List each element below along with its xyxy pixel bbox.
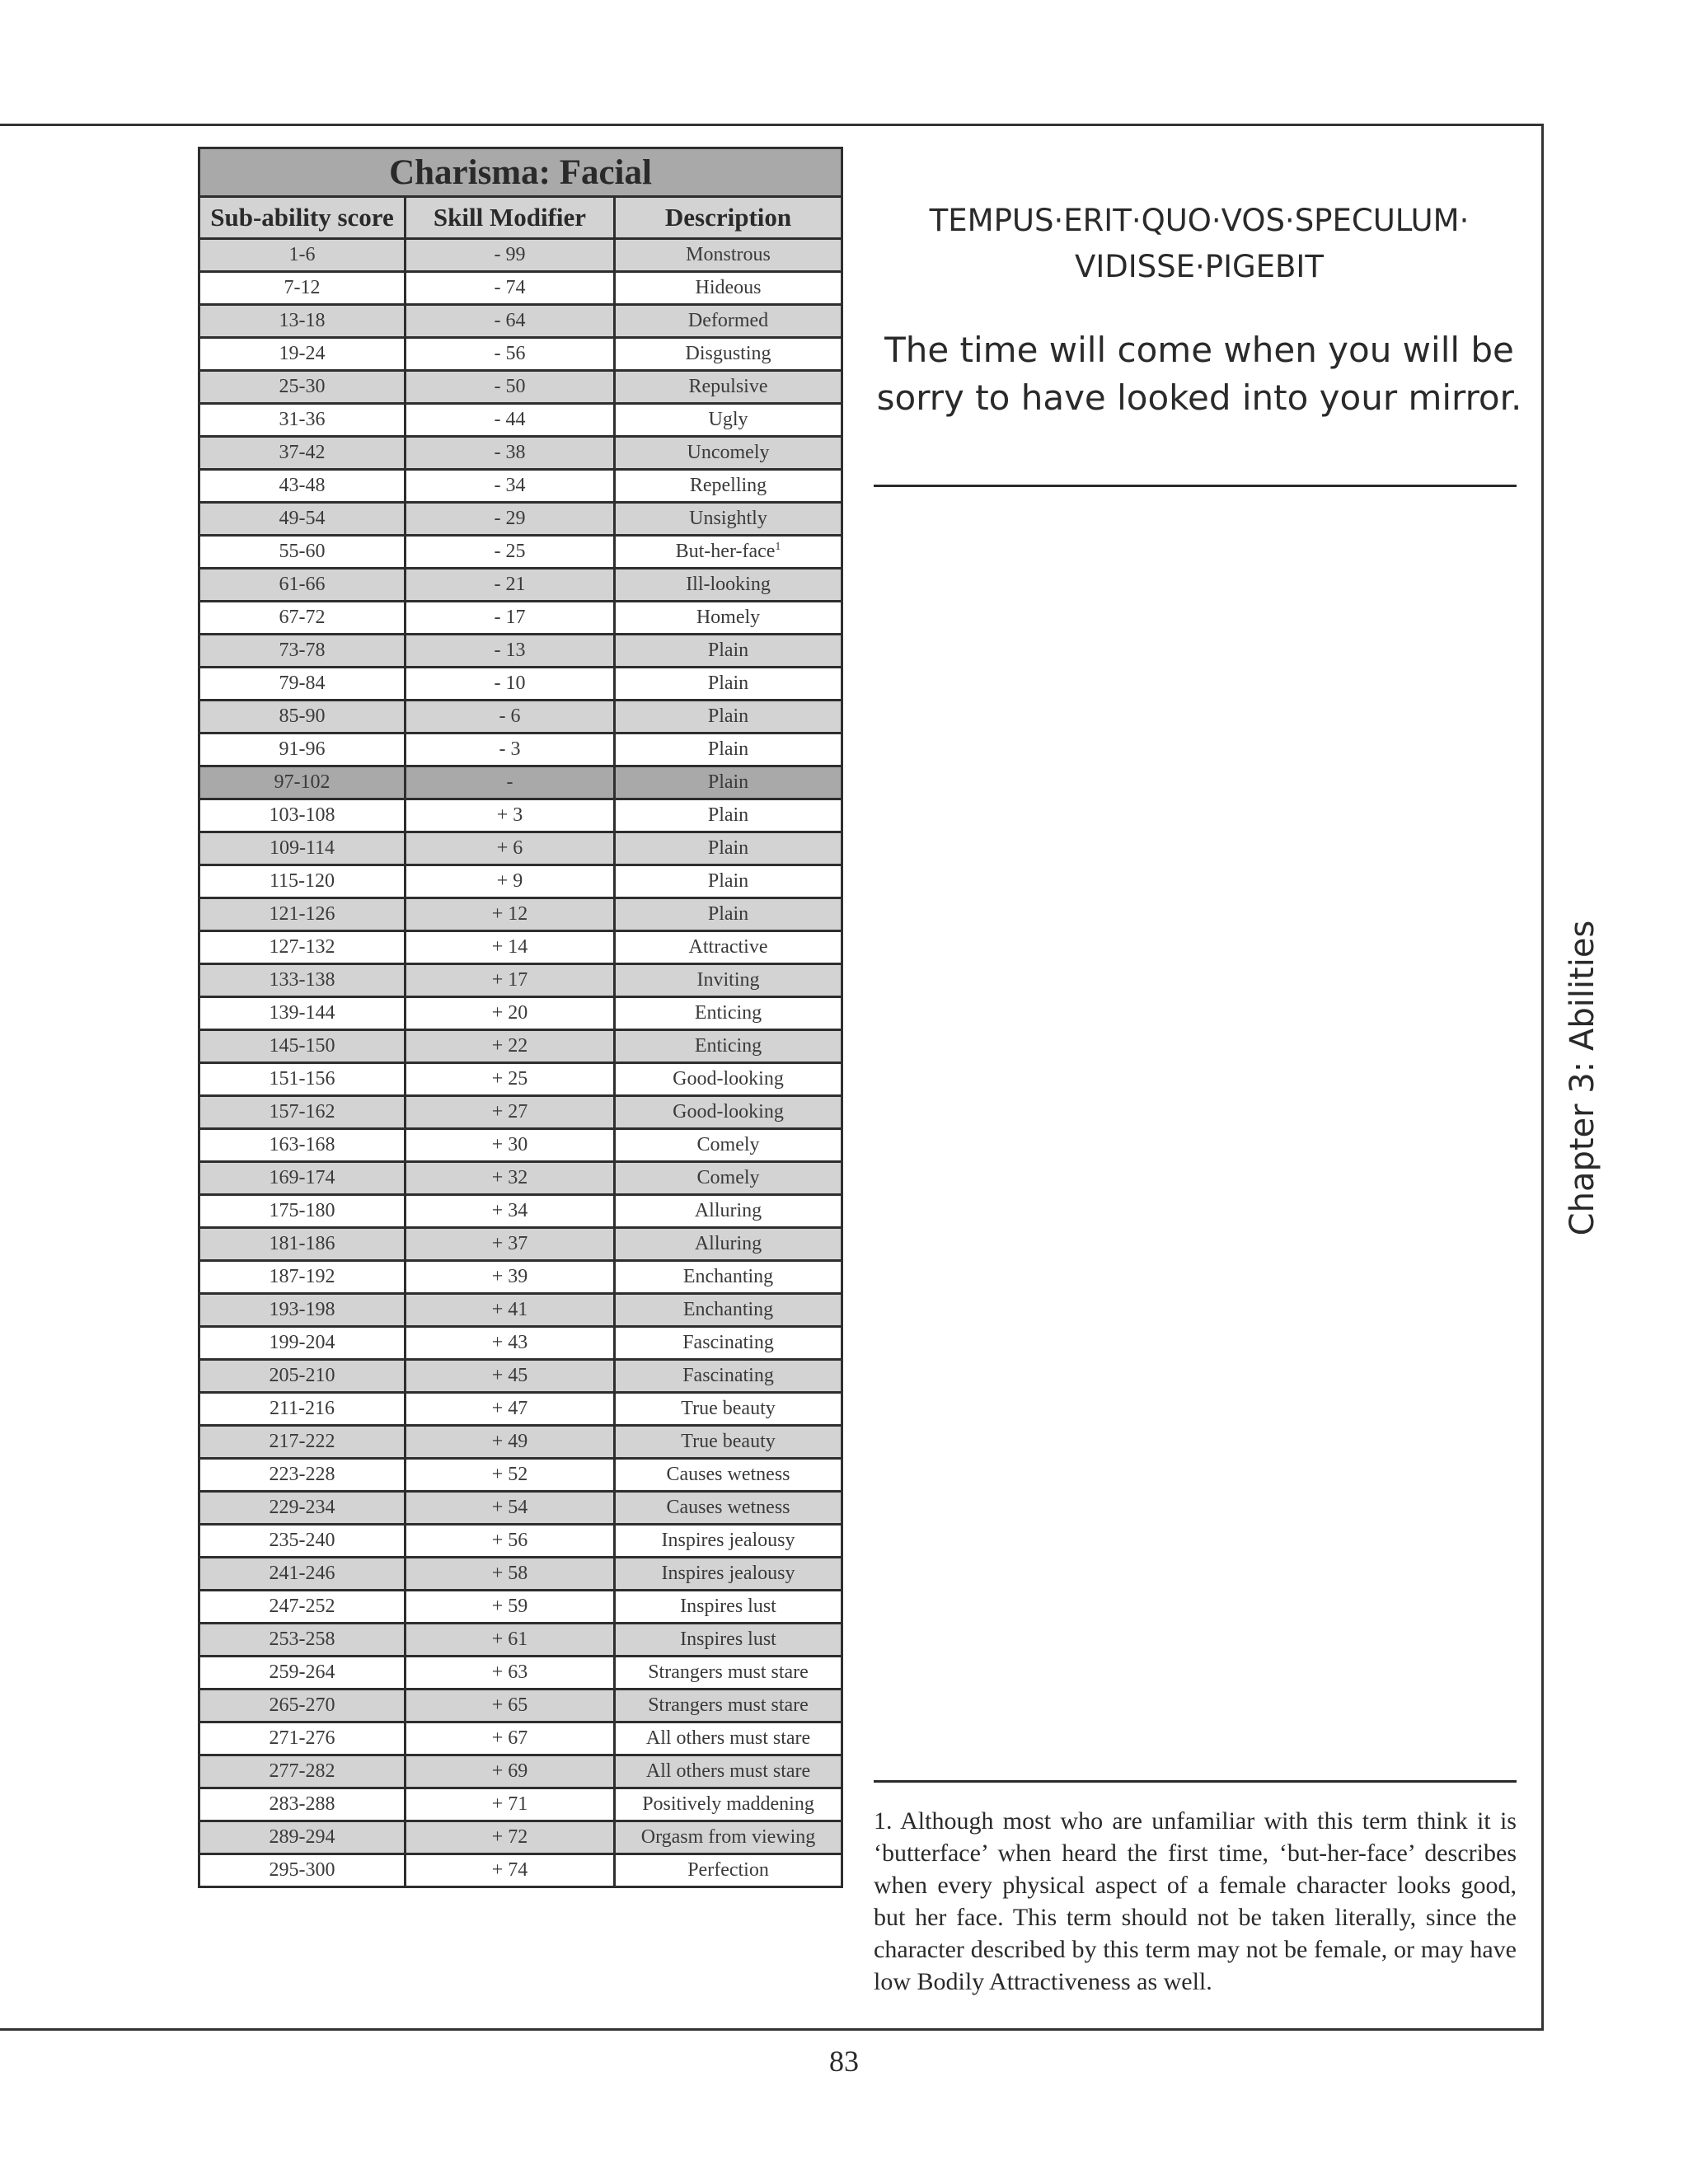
- table-row: [199, 832, 842, 865]
- table-body: [199, 239, 842, 1887]
- cell-description: Plain: [615, 668, 842, 701]
- cell-description: Plain: [615, 832, 842, 865]
- cell-description: Alluring: [615, 1195, 842, 1228]
- cell-description: Disgusting: [615, 338, 842, 371]
- footnote-text: 1. Although most who are unfamiliar with this term think it is ‘butterface’ when heard the first time, ‘but-her-face’ describes when every physical aspect of a female character looks good, but her face. This term should not be taken literally, since the character described by this term may not be female, or may have low Bodily Attractiveness as well.: [874, 1807, 1517, 1995]
- cell-score: 55-60: [199, 536, 406, 569]
- cell-score: 115-120: [199, 865, 406, 898]
- table-row: [199, 1657, 842, 1690]
- cell-description: Alluring: [615, 1228, 842, 1261]
- cell-modifier: - 29: [406, 503, 615, 536]
- cell-score: 79-84: [199, 668, 406, 701]
- table-row: [199, 1360, 842, 1393]
- cell-score: 187-192: [199, 1261, 406, 1294]
- cell-description: Comely: [615, 1129, 842, 1162]
- cell-description: Good-looking: [615, 1063, 842, 1096]
- table-row: [199, 1624, 842, 1657]
- table-row: [199, 1558, 842, 1591]
- cell-modifier: + 63: [406, 1657, 615, 1690]
- cell-modifier: + 43: [406, 1327, 615, 1360]
- cell-score: 25-30: [199, 371, 406, 404]
- table-row: [199, 799, 842, 832]
- cell-modifier: + 45: [406, 1360, 615, 1393]
- cell-description: Plain: [615, 865, 842, 898]
- cell-modifier: - 34: [406, 470, 615, 503]
- table-row: [199, 272, 842, 305]
- cell-modifier: - 25: [406, 536, 615, 569]
- cell-description: Deformed: [615, 305, 842, 338]
- cell-modifier: + 14: [406, 931, 615, 964]
- cell-score: 37-42: [199, 437, 406, 470]
- cell-modifier: - 50: [406, 371, 615, 404]
- cell-modifier: - 56: [406, 338, 615, 371]
- cell-modifier: + 34: [406, 1195, 615, 1228]
- footnote-divider: [874, 1780, 1517, 1783]
- charisma-facial-table-container: [198, 147, 841, 1888]
- cell-description: Orgasm from viewing: [615, 1821, 842, 1854]
- cell-description: Unsightly: [615, 503, 842, 536]
- table-row: [199, 1195, 842, 1228]
- cell-modifier: + 61: [406, 1624, 615, 1657]
- cell-modifier: + 6: [406, 832, 615, 865]
- cell-modifier: + 59: [406, 1591, 615, 1624]
- cell-score: 127-132: [199, 931, 406, 964]
- table-row: [199, 733, 842, 766]
- cell-description: Attractive: [615, 931, 842, 964]
- translation-line-1: The time will come when you will be: [884, 330, 1514, 370]
- table-row: [199, 931, 842, 964]
- cell-modifier: + 58: [406, 1558, 615, 1591]
- cell-score: 205-210: [199, 1360, 406, 1393]
- table-row: [199, 1162, 842, 1195]
- table-row: [199, 1459, 842, 1492]
- chapter-label: Chapter 3: Abilities: [1564, 920, 1601, 1236]
- table-row: [199, 1788, 842, 1821]
- cell-modifier: + 47: [406, 1393, 615, 1426]
- cell-score: 241-246: [199, 1558, 406, 1591]
- cell-modifier: + 32: [406, 1162, 615, 1195]
- table-row: [199, 1492, 842, 1525]
- latin-quote-line-1: TEMPUS·ERIT·QUO·VOS·SPECULUM·: [929, 203, 1470, 238]
- cell-description: Monstrous: [615, 239, 842, 272]
- cell-modifier: + 54: [406, 1492, 615, 1525]
- charisma-facial-table: [198, 147, 843, 1888]
- cell-description: Homely: [615, 602, 842, 635]
- table-row: [199, 404, 842, 437]
- table-row: [199, 602, 842, 635]
- cell-modifier: + 37: [406, 1228, 615, 1261]
- latin-quote: [874, 198, 1525, 290]
- cell-modifier: + 9: [406, 865, 615, 898]
- cell-modifier: - 3: [406, 733, 615, 766]
- column-header-score: Sub-ability score: [199, 197, 406, 239]
- cell-score: 259-264: [199, 1657, 406, 1690]
- cell-description: Inspires jealousy: [615, 1525, 842, 1558]
- cell-description: Plain: [615, 635, 842, 668]
- table-row: [199, 1722, 842, 1755]
- cell-description: Inspires lust: [615, 1624, 842, 1657]
- cell-score: 193-198: [199, 1294, 406, 1327]
- latin-quote-line-2: VIDISSE·PIGEBIT: [1075, 249, 1324, 284]
- cell-modifier: - 74: [406, 272, 615, 305]
- cell-score: 235-240: [199, 1525, 406, 1558]
- table-row: [199, 437, 842, 470]
- cell-description: Causes wetness: [615, 1492, 842, 1525]
- cell-score: 283-288: [199, 1788, 406, 1821]
- table-title: Charisma: Facial: [199, 148, 842, 197]
- cell-description: Causes wetness: [615, 1459, 842, 1492]
- cell-modifier: - 64: [406, 305, 615, 338]
- cell-modifier: + 3: [406, 799, 615, 832]
- cell-score: 151-156: [199, 1063, 406, 1096]
- cell-modifier: - 6: [406, 701, 615, 733]
- table-row: [199, 635, 842, 668]
- cell-description: Inspires jealousy: [615, 1558, 842, 1591]
- table-row: [199, 239, 842, 272]
- cell-score: 229-234: [199, 1492, 406, 1525]
- cell-description: Good-looking: [615, 1096, 842, 1129]
- cell-modifier: - 13: [406, 635, 615, 668]
- cell-modifier: - 44: [406, 404, 615, 437]
- cell-description: Positively maddening: [615, 1788, 842, 1821]
- cell-score: 223-228: [199, 1459, 406, 1492]
- cell-score: 31-36: [199, 404, 406, 437]
- cell-modifier: + 65: [406, 1690, 615, 1722]
- cell-score: 85-90: [199, 701, 406, 733]
- cell-description: Enticing: [615, 1030, 842, 1063]
- table-row: [199, 898, 842, 931]
- cell-description: Perfection: [615, 1854, 842, 1887]
- table-row: [199, 338, 842, 371]
- cell-modifier: + 17: [406, 964, 615, 997]
- table-row: [199, 1854, 842, 1887]
- cell-modifier: + 56: [406, 1525, 615, 1558]
- cell-score: 145-150: [199, 1030, 406, 1063]
- table-row: [199, 371, 842, 404]
- cell-description: Strangers must stare: [615, 1657, 842, 1690]
- cell-modifier: + 69: [406, 1755, 615, 1788]
- divider-top: [874, 485, 1517, 487]
- cell-score: 73-78: [199, 635, 406, 668]
- cell-description: All others must stare: [615, 1755, 842, 1788]
- cell-description: Fascinating: [615, 1327, 842, 1360]
- cell-modifier: + 67: [406, 1722, 615, 1755]
- page-number: 83: [829, 2045, 859, 2078]
- footnote-marker: 1: [775, 541, 781, 553]
- cell-score: 97-102: [199, 766, 406, 799]
- cell-description: Plain: [615, 766, 842, 799]
- table-row: [199, 1327, 842, 1360]
- cell-score: 109-114: [199, 832, 406, 865]
- column-header-modifier: Skill Modifier: [406, 197, 615, 239]
- cell-score: 19-24: [199, 338, 406, 371]
- table-row: [199, 1426, 842, 1459]
- cell-score: 13-18: [199, 305, 406, 338]
- cell-modifier: + 52: [406, 1459, 615, 1492]
- cell-modifier: + 12: [406, 898, 615, 931]
- cell-description: Hideous: [615, 272, 842, 305]
- cell-modifier: + 22: [406, 1030, 615, 1063]
- cell-score: 43-48: [199, 470, 406, 503]
- table-row: [199, 1690, 842, 1722]
- cell-description: Ill-looking: [615, 569, 842, 602]
- cell-modifier: - 99: [406, 239, 615, 272]
- cell-description: Fascinating: [615, 1360, 842, 1393]
- cell-score: 91-96: [199, 733, 406, 766]
- table-row: [199, 1228, 842, 1261]
- cell-score: 217-222: [199, 1426, 406, 1459]
- table-row: [199, 536, 842, 569]
- table-row: [199, 668, 842, 701]
- cell-score: 133-138: [199, 964, 406, 997]
- cell-modifier: + 41: [406, 1294, 615, 1327]
- table-row: [199, 1063, 842, 1096]
- cell-description: Strangers must stare: [615, 1690, 842, 1722]
- cell-description: Uncomely: [615, 437, 842, 470]
- cell-description: Enchanting: [615, 1261, 842, 1294]
- cell-score: 67-72: [199, 602, 406, 635]
- cell-score: 169-174: [199, 1162, 406, 1195]
- cell-score: 157-162: [199, 1096, 406, 1129]
- table-row: [199, 964, 842, 997]
- quote-translation: [874, 326, 1525, 422]
- cell-modifier: + 25: [406, 1063, 615, 1096]
- cell-description: Plain: [615, 701, 842, 733]
- table-row: [199, 305, 842, 338]
- cell-score: 253-258: [199, 1624, 406, 1657]
- table-row: [199, 1129, 842, 1162]
- cell-score: 1-6: [199, 239, 406, 272]
- cell-score: 181-186: [199, 1228, 406, 1261]
- cell-score: 199-204: [199, 1327, 406, 1360]
- cell-modifier: + 72: [406, 1821, 615, 1854]
- cell-modifier: + 30: [406, 1129, 615, 1162]
- cell-score: 289-294: [199, 1821, 406, 1854]
- cell-description: Inviting: [615, 964, 842, 997]
- cell-score: 61-66: [199, 569, 406, 602]
- table-row: [199, 1821, 842, 1854]
- column-header-description: Description: [615, 197, 842, 239]
- cell-description: Repulsive: [615, 371, 842, 404]
- translation-line-2: sorry to have looked into your mirror.: [876, 377, 1522, 418]
- table-row: [199, 997, 842, 1030]
- table-row: [199, 1294, 842, 1327]
- cell-description: Comely: [615, 1162, 842, 1195]
- table-row: [199, 701, 842, 733]
- cell-score: 265-270: [199, 1690, 406, 1722]
- cell-modifier: + 39: [406, 1261, 615, 1294]
- cell-description: Enchanting: [615, 1294, 842, 1327]
- cell-modifier: + 71: [406, 1788, 615, 1821]
- cell-score: 211-216: [199, 1393, 406, 1426]
- cell-modifier: - 21: [406, 569, 615, 602]
- cell-score: 163-168: [199, 1129, 406, 1162]
- table-row: [199, 569, 842, 602]
- table-row: [199, 1755, 842, 1788]
- cell-description: Inspires lust: [615, 1591, 842, 1624]
- cell-description: But-her-face$^1$: [615, 536, 842, 569]
- cell-description: All others must stare: [615, 1722, 842, 1755]
- cell-modifier: - 10: [406, 668, 615, 701]
- table-row: [199, 503, 842, 536]
- cell-score: 277-282: [199, 1755, 406, 1788]
- cell-modifier: - 38: [406, 437, 615, 470]
- cell-description: Ugly: [615, 404, 842, 437]
- cell-score: 49-54: [199, 503, 406, 536]
- cell-description: Plain: [615, 799, 842, 832]
- cell-score: 7-12: [199, 272, 406, 305]
- cell-score: 295-300: [199, 1854, 406, 1887]
- table-row: [199, 865, 842, 898]
- cell-description: Plain: [615, 898, 842, 931]
- cell-modifier: + 27: [406, 1096, 615, 1129]
- cell-description: True beauty: [615, 1393, 842, 1426]
- table-row: [199, 1261, 842, 1294]
- table-row: [199, 1393, 842, 1426]
- cell-description: Plain: [615, 733, 842, 766]
- cell-score: 103-108: [199, 799, 406, 832]
- table-row: [199, 470, 842, 503]
- cell-modifier: -: [406, 766, 615, 799]
- cell-description: Enticing: [615, 997, 842, 1030]
- cell-score: 121-126: [199, 898, 406, 931]
- cell-score: 175-180: [199, 1195, 406, 1228]
- table-row: [199, 1525, 842, 1558]
- table-row: [199, 1096, 842, 1129]
- cell-modifier: + 49: [406, 1426, 615, 1459]
- table-row: [199, 1030, 842, 1063]
- cell-description: Repelling: [615, 470, 842, 503]
- cell-description: True beauty: [615, 1426, 842, 1459]
- cell-score: 139-144: [199, 997, 406, 1030]
- cell-modifier: - 17: [406, 602, 615, 635]
- table-row: [199, 1591, 842, 1624]
- table-row: [199, 766, 842, 799]
- cell-modifier: + 74: [406, 1854, 615, 1887]
- cell-modifier: + 20: [406, 997, 615, 1030]
- cell-score: 271-276: [199, 1722, 406, 1755]
- cell-score: 247-252: [199, 1591, 406, 1624]
